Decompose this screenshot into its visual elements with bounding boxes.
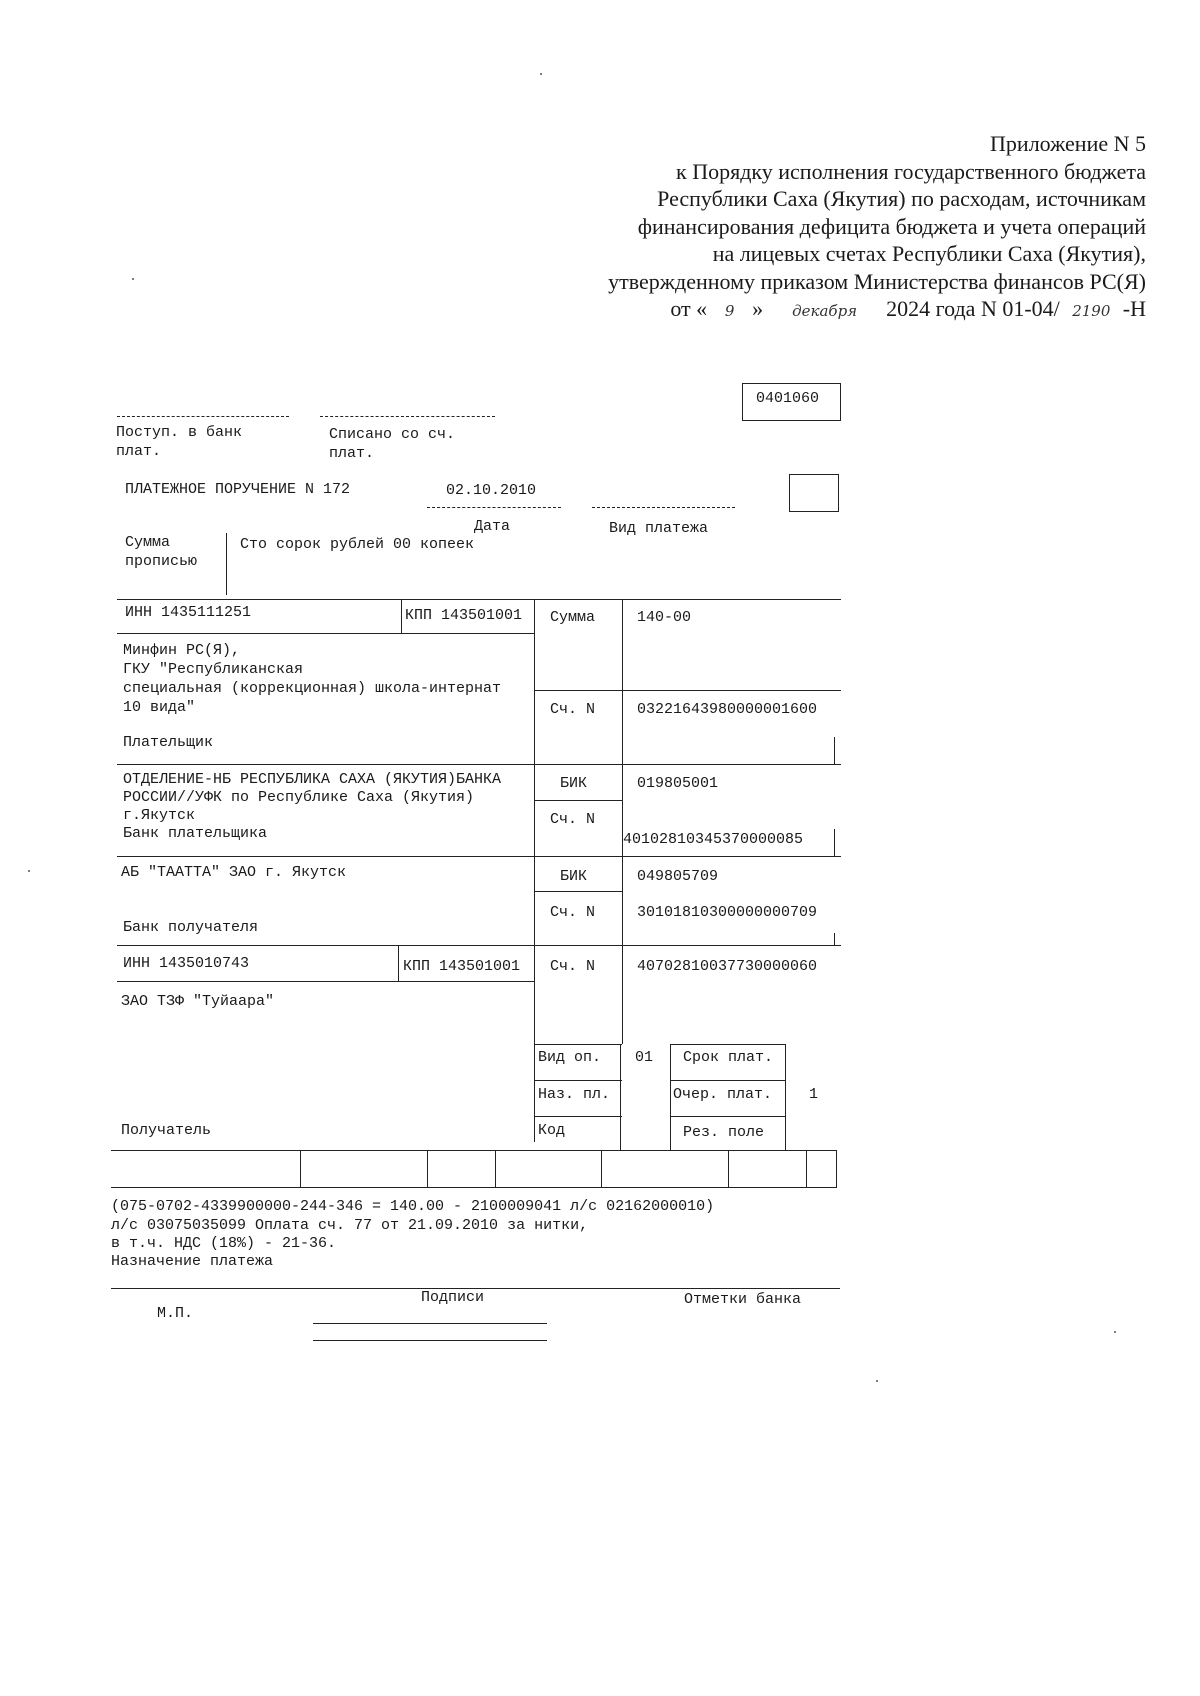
payment-order-title: ПЛАТЕЖНОЕ ПОРУЧЕНИЕ N 172	[125, 481, 351, 498]
bank-marks-label: Отметки банка	[684, 1291, 802, 1308]
appendix-line: утвержденному приказом Министерства финансов РС(Я)	[608, 268, 1146, 294]
recipient-label: Получатель	[121, 1122, 212, 1139]
grid-line	[117, 764, 841, 765]
grid-line	[728, 1150, 729, 1187]
recipient-bank-bik: 049805709	[637, 868, 719, 885]
payment-type-label: Вид платежа	[609, 520, 709, 537]
order-suffix: -Н	[1122, 296, 1146, 321]
recipient-bank-label: Банк получателя	[123, 919, 259, 936]
payment-type-underline	[592, 507, 735, 508]
grid-line	[834, 829, 835, 856]
op-type-value: 01	[635, 1049, 654, 1066]
payer-bank-name: ОТДЕЛЕНИЕ-НБ РЕСПУБЛИКА САХА (ЯКУТИЯ)БАНКА РОССИИ//УФК по Республике Саха (Якутия) г.Якутск	[123, 771, 502, 824]
payer-name: Минфин РС(Я), ГКУ "Республиканская специальная (коррекционная) школа-интернат 10 вида"	[123, 642, 502, 716]
form-code: 0401060	[756, 390, 820, 407]
recipient-bank-account: 30101810300000000709	[637, 904, 818, 921]
date-underline	[427, 507, 561, 508]
amount-value: 140-00	[637, 609, 692, 626]
appendix-date-line	[608, 295, 1146, 326]
payer-kpp: КПП 143501001	[405, 607, 523, 624]
scan-speck	[132, 278, 134, 280]
grid-line	[427, 1150, 428, 1187]
amount-words-divider	[226, 533, 227, 595]
payer-inn: ИНН 1435111251	[125, 604, 252, 621]
payment-order-date: 02.10.2010	[446, 482, 537, 499]
grid-line	[117, 599, 841, 600]
recipient-kpp: КПП 143501001	[403, 958, 521, 975]
scan-speck	[876, 1380, 878, 1382]
appendix-header	[608, 130, 1146, 326]
grid-line	[534, 1044, 622, 1045]
grid-line	[834, 737, 835, 764]
appendix-line: на лицевых счетах Республики Саха (Якутия),	[712, 241, 1146, 266]
scan-speck	[1114, 1331, 1116, 1333]
date-year: 2024 года N 01-04/	[886, 296, 1060, 321]
code-label: Код	[538, 1122, 566, 1139]
grid-line	[398, 945, 399, 981]
purpose-type-label: Наз. пл.	[538, 1086, 611, 1103]
recipient-account: 40702810037730000060	[637, 958, 818, 975]
grid-line	[670, 1044, 671, 1150]
grid-line	[601, 1150, 602, 1187]
grid-line	[534, 1116, 622, 1117]
appendix-line: к Порядку исполнения государственного бюджета	[676, 158, 1146, 184]
handwritten-order-number: 2190	[1072, 302, 1111, 320]
grid-line	[806, 1150, 807, 1187]
grid-line	[534, 1080, 622, 1081]
grid-line	[670, 1080, 785, 1081]
grid-line	[117, 856, 841, 857]
recipient-inn: ИНН 1435010743	[123, 955, 250, 972]
grid-line	[111, 1187, 837, 1188]
recipient-bank-bik-label: БИК	[560, 868, 588, 885]
recipient-account-label: Сч. N	[550, 958, 596, 975]
signatures-label: Подписи	[421, 1289, 485, 1306]
payer-bank-bik: 019805001	[637, 775, 719, 792]
signature-line-2	[313, 1340, 547, 1341]
recipient-name: ЗАО ТЗФ "Туйаара"	[121, 993, 275, 1010]
appendix-line: финансирования дефицита бюджета и учета операций	[637, 213, 1146, 239]
grid-line	[117, 945, 841, 946]
payer-bank-account: 40102810345370000085	[623, 831, 804, 848]
signature-line-1	[313, 1323, 547, 1324]
date-prefix: от «	[670, 296, 708, 321]
grid-line	[300, 1150, 301, 1187]
amount-words-label: Сумма прописью	[125, 534, 198, 570]
appendix-line: Республики Саха (Якутия) по расходам, источникам	[657, 186, 1146, 211]
scan-speck	[540, 73, 542, 75]
grid-line	[670, 1044, 785, 1045]
payer-account-label: Сч. N	[550, 701, 596, 718]
priority-value: 1	[809, 1086, 819, 1103]
op-type-label: Вид оп.	[538, 1049, 602, 1066]
grid-line	[622, 599, 623, 1044]
priority-label: Очер. плат.	[673, 1086, 773, 1103]
date-mid: »	[752, 296, 764, 321]
grid-line	[534, 891, 622, 892]
debited-date-line	[320, 416, 495, 417]
grid-line	[534, 690, 841, 691]
handwritten-month: декабря	[792, 302, 858, 320]
amount-words: Сто сорок рублей 00 копеек	[240, 536, 475, 553]
received-label: Поступ. в банк плат.	[116, 424, 243, 460]
recipient-bank-name: АБ "ТААТТА" ЗАО г. Якутск	[121, 864, 347, 881]
payment-purpose-label: Назначение платежа	[111, 1253, 274, 1270]
grid-line	[534, 800, 622, 801]
payment-purpose-text: (075-0702-4339900000-244-346 = 140.00 - 2100009041 л/с 02162000010) л/с 03075035099 Оплата сч. 77 от 21.09.2010 за нитки, в т.ч. НДС (18%) - 21-36.	[111, 1198, 715, 1252]
grid-line	[117, 981, 535, 982]
grid-line	[836, 1150, 837, 1187]
grid-line	[620, 1044, 621, 1150]
payer-account: 03221643980000001600	[637, 701, 818, 718]
handwritten-day: 9	[724, 302, 735, 320]
scan-speck	[28, 870, 30, 872]
stamp-label: М.П.	[157, 1305, 194, 1322]
grid-line	[670, 1116, 785, 1117]
appendix-title: Приложение N 5	[990, 131, 1146, 156]
grid-line	[117, 633, 535, 634]
grid-line	[401, 599, 402, 633]
amount-label: Сумма	[550, 609, 596, 626]
grid-line	[495, 1150, 496, 1187]
term-label: Срок плат.	[683, 1049, 774, 1066]
payer-bank-bik-label: БИК	[560, 775, 588, 792]
received-date-line	[117, 416, 289, 417]
recipient-bank-account-label: Сч. N	[550, 904, 596, 921]
debited-label: Списано со сч. плат.	[329, 426, 456, 462]
date-label: Дата	[474, 518, 511, 535]
grid-line	[785, 1044, 786, 1150]
grid-line	[534, 599, 535, 1142]
reserve-label: Рез. поле	[683, 1124, 765, 1141]
payer-bank-label: Банк плательщика	[123, 825, 268, 842]
grid-line	[834, 933, 835, 945]
status-box	[789, 474, 839, 512]
payer-bank-account-label: Сч. N	[550, 811, 596, 828]
payer-label: Плательщик	[123, 734, 214, 751]
